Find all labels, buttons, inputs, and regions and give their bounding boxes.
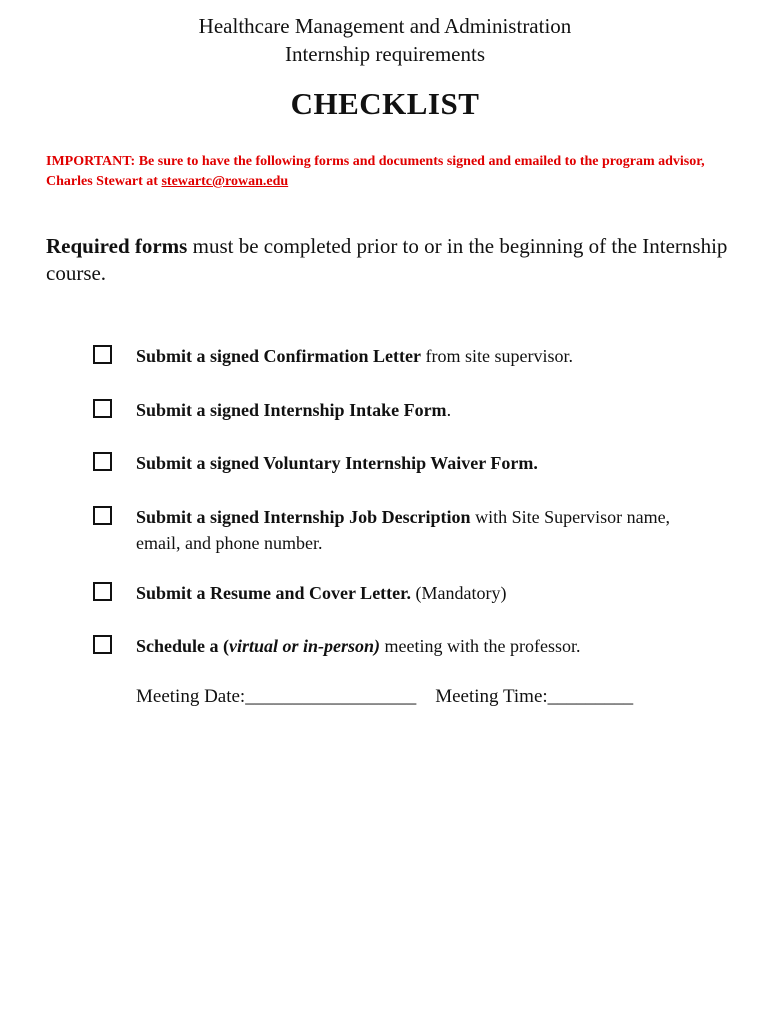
checkbox[interactable] [93,452,112,471]
meeting-time-blank[interactable]: _________ [547,686,634,707]
advisor-email-link[interactable]: stewartc@rowan.edu [161,174,289,189]
checkbox[interactable] [93,399,112,418]
item-bold-text: Submit a signed Voluntary Internship Waiver Form. [136,453,538,473]
required-forms-bold: Required forms [46,234,188,258]
document-header [0,12,770,68]
item-italic-text: virtual or in-person) [229,636,381,656]
item-bold-text: Submit a signed Internship Job Description [136,507,471,527]
item-rest-text: meeting with the professor. [380,636,581,656]
checkbox[interactable] [93,345,112,364]
item-rest-text: with Site Supervisor name, email, and phone number. [136,507,671,553]
item-bold-text: Submit a signed Confirmation Letter [136,346,421,366]
checklist-item-text [136,633,706,659]
checklist-item-text [136,580,706,606]
checkbox[interactable] [93,582,112,601]
important-text: IMPORTANT: Be sure to have the following forms and documents signed and emailed to the program advisor, Charles Stewart at [46,154,705,189]
item-rest-text: (Mandatory) [411,583,507,603]
checkbox[interactable] [93,635,112,654]
item-rest-text: from site supervisor. [421,346,573,366]
checklist-item-text [136,343,706,369]
header-line-1: Healthcare Management and Administration [198,14,572,38]
required-forms-paragraph [46,233,736,287]
checklist-item-text [136,504,706,556]
important-notice [46,152,736,192]
meeting-time-label: Meeting Time: [435,686,548,707]
meeting-date-label: Meeting Date: [136,686,246,707]
meeting-fields [136,684,633,710]
checkbox[interactable] [93,506,112,525]
checklist-item-text [136,397,706,423]
item-bold-text: Schedule a ( [136,636,230,656]
header-line-2: Internship requirements [284,42,486,66]
item-bold-text: Submit a Resume and Cover Letter. [136,583,411,603]
meeting-date-blank[interactable]: __________________ [245,686,417,707]
page-title: CHECKLIST [290,86,480,121]
required-forms-rest: must be completed prior to or in the beginning of the Internship course. [46,234,728,285]
item-rest-text: . [446,400,452,420]
checklist-item-text [136,450,706,476]
item-bold-text: Submit a signed Internship Intake Form [136,400,447,420]
